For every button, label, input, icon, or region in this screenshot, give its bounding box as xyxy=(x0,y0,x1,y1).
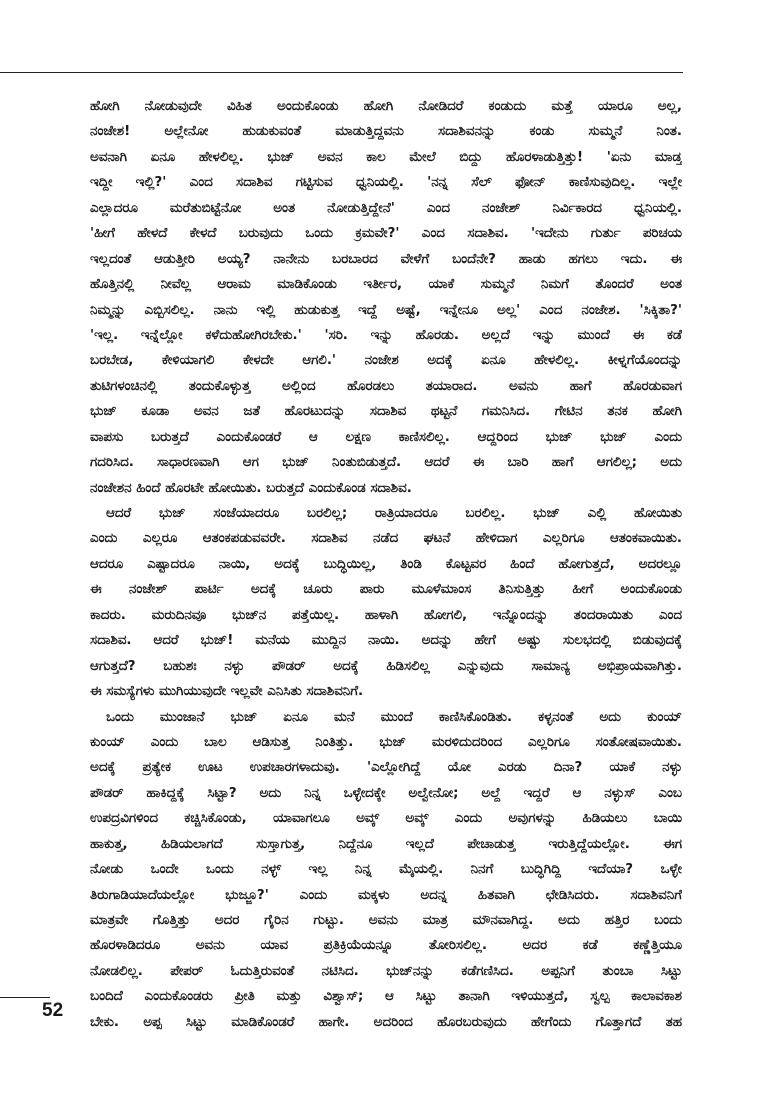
text-line: 'ಹೀಗೆ ಹೇಳದೆ ಕೇಳದೆ ಬರುವುದು ಒಂದು ಕ್ರಮವೇ?' ಎಂದ ಸದಾಶಿವ. 'ಇದೇನು ಗುರ್ತು ಪರಿಚಯ xyxy=(90,226,682,242)
text-line: ಅದಕ್ಕೆ ಪ್ರತ್ಯೇಕ ಊಟ ಉಪಚಾರಗಳಾದುವು. 'ಎಲ್ಲೋಗಿದ್ದೆ ಯೋ ಎರಡು ದಿನಾ? ಯಾಕೆ ನಳ್ಳು xyxy=(90,760,682,776)
page-number-rule xyxy=(0,997,50,998)
text-line: ಹೋಗಿ ನೋಡುವುದೇ ವಿಹಿತ ಅಂದುಕೊಂಡು ಹೋಗಿ ನೋಡಿದರೆ ಕಂಡುದು ಮತ್ತೆ ಯಾರೂ ಅಲ್ಲ, xyxy=(90,99,682,114)
text-line: ಬಂದಿದೆ ಎಂದುಕೊಂಡರು ಪ್ರೀತಿ ಮತ್ತು ವಿಶ್ವಾಸ್; ಆ ಸಿಟ್ಟು ತಾನಾಗಿ ಇಳಿಯುತ್ತದೆ, ಸ್ವಲ್ಪ ಕಾಲಾವಕಾಶ xyxy=(90,989,682,1005)
text-line: ವಾಪಸು ಬರುತ್ತದೆ ಎಂದುಕೊಂಡರೆ ಆ ಲಕ್ಷಣ ಕಾಣಿಸಲಿಲ್ಲ. ಆದ್ದರಿಂದ ಭುಜ್ ಭುಜ್ ಎಂದು xyxy=(90,429,682,445)
text-line: ಒಂದು ಮುಂಜಾನೆ ಭುಜ್ ಏನೂ ಮನೆ ಮುಂದೆ ಕಾಣಿಸಿಕೊಂಡಿತು. ಕಳ್ಳನಂತೆ ಅದು ಕುಂಯ್ xyxy=(106,709,682,725)
paragraph xyxy=(90,94,682,501)
text-line: ಆಗುತ್ತದೆ? ಬಹುಶಃ ನಳ್ಳು ಪೌಡರ್ ಅದಕ್ಕೆ ಹಿಡಿಸಲಿಲ್ಲ ಎನ್ನುವುದು ಸಾಮಾನ್ಯ ಅಭಿಪ್ರಾಯವಾಗಿತ್ತು. xyxy=(90,658,682,674)
text-line: ಆದರೆ ಭುಜ್ ಸಂಜೆಯಾದರೂ ಬರಲಿಲ್ಲ; ರಾತ್ರಿಯಾದರೂ ಬರಲಿಲ್ಲ. ಭುಜ್ ಎಲ್ಲಿ ಹೋಯಿತು xyxy=(106,506,682,521)
text-line: ಮಾತ್ರವೇ ಗೊತ್ತಿತ್ತು ಅದರ ಗೈರಿನ ಗುಟ್ಟು. ಅವನು ಮಾತ್ರ ಮೌನವಾಗಿದ್ದ. ಅದು ಹತ್ತಿರ ಬಂದು xyxy=(90,913,682,928)
text-line: ಭುಜ್ ಕೂಡಾ ಅವನ ಜತೆ ಹೊರಟುದನ್ನು ಸದಾಶಿವ ಥಟ್ಟನೆ ಗಮನಿಸಿದ. ಗೇಟಿನ ತನಕ ಹೋಗಿ xyxy=(90,404,682,420)
paragraph xyxy=(90,705,682,1036)
text-line: ಈ ನಂಜೇಶ್ ಪಾರ್ಟಿ ಅದಕ್ಕೆ ಚೂರು ಪಾರು ಮೂಳೆಮಾಂಸ ತಿನಿಸುತ್ತಿತ್ತು ಹೀಗೆ ಅಂದುಕೊಂಡು xyxy=(90,582,682,598)
text-line: ತುಟಿಗಳಂಚಿನಲ್ಲಿ ತಂದುಕೊಳ್ಳುತ್ತ ಅಲ್ಲಿಂದ ಹೊರಡಲು ತಯಾರಾದ. ಅವನು ಹಾಗೆ ಹೊರಡುವಾಗ xyxy=(90,378,682,394)
text-line: ಕಾದರು. ಮರುದಿನವೂ ಭುಜ್‌ನ ಪತ್ತೆಯಿಲ್ಲ. ಹಾಳಾಗಿ ಹೋಗಲಿ, ಇನ್ನೊಂದನ್ನು ತಂದರಾಯಿತು ಎಂದ xyxy=(90,607,682,623)
text-line: ನೋಡು ಒಂದೇ ಒಂದು ನಳ್ಳ್ ಇಲ್ಲ ನಿನ್ನ ಮೈಯಲ್ಲಿ. ನಿನಗೆ ಬುದ್ಧಿಗಿದ್ದಿ ಇದೆಯಾ? ಒಳ್ಳೇ xyxy=(90,862,682,878)
text-line: ಬೇಕು. ಅಪ್ಪ ಸಿಟ್ಟು ಮಾಡಿಕೊಂಡರೆ ಹಾಗೇ. ಅದರಿಂದ ಹೊರಬರುವುದು ಹೇಗೆಂದು ಗೊತ್ತಾಗದೆ ತಹ xyxy=(90,1014,682,1030)
text-line: ಆದರೂ ಎಷ್ಟಾದರೂ ನಾಯಿ, ಅದಕ್ಕೆ ಬುದ್ಧಿಯಿಲ್ಲ, ತಿಂಡಿ ಕೊಟ್ಟವರ ಹಿಂದೆ ಹೋಗುತ್ತದೆ, ಅದರಲ್ಲೂ xyxy=(90,556,682,572)
text-line: ನಿಮ್ಮನ್ನು ಎಬ್ಬಿಸಲಿಲ್ಲ. ನಾನು ಇಲ್ಲಿ ಹುಡುಕುತ್ತ ಇದ್ದೆ ಅಷ್ಟೆ, ಇನ್ನೇನೂ ಅಲ್ಲ' ಎಂದ ನಂಜೇಶ. 'ಸಿಕ್ಕಿತಾ?' xyxy=(90,302,682,318)
body-text xyxy=(90,94,682,1035)
text-line: ಅವನಾಗಿ ಏನೂ ಹೇಳಲಿಲ್ಲ. ಭುಜ್ ಅವನ ಕಾಲ ಮೇಲೆ ಬಿದ್ದು ಹೊರಳಾಡುತ್ತಿತ್ತು! 'ಏನು ಮಾಡ್ತ xyxy=(90,149,682,165)
text-line: ಹಾಕುತ್ತ, ಹಿಡಿಯಲಾಗದೆ ಸುಸ್ತಾಗುತ್ತ, ನಿದ್ದೆನೂ ಇಲ್ಲದೆ ಪೇಚಾಡುತ್ತ ಇರುತ್ತಿದ್ದೆಯಲ್ಲೋ. ಈಗ xyxy=(90,836,682,852)
text-line: ಹೊರಳಾಡಿದರೂ ಅವನು ಯಾವ ಪ್ರತಿಕ್ರಿಯೆಯನ್ನೂ ತೋರಿಸಲಿಲ್ಲ. ಅದರ ಕಡೆ ಕಣ್ಣೆತ್ತಿಯೂ xyxy=(90,938,682,954)
text-line: ನಂಜೇಶ! ಅಲ್ಲೇನೋ ಹುಡುಕುವಂತೆ ಮಾಡುತ್ತಿದ್ದವನು ಸದಾಶಿವನನ್ನು ಕಂಡು ಸುಮ್ಮನೆ ನಿಂತ. xyxy=(90,124,682,140)
text-line: ಕುಂಯ್ ಎಂದು ಬಾಲ ಆಡಿಸುತ್ತ ನಿಂತಿತ್ತು. ಭುಜ್ ಮರಳಿದುದರಿಂದ ಎಲ್ಲರಿಗೂ ಸಂತೋಷವಾಯಿತು. xyxy=(90,734,682,750)
text-line: ನಂಜೇಶನ ಹಿಂದೆ ಹೊರಟೇ ಹೋಯಿತು. ಬರುತ್ತದೆ ಎಂದುಕೊಂಡ ಸದಾಶಿವ. xyxy=(90,480,412,496)
page-number: 52 xyxy=(42,1000,64,1021)
text-line: ತಿರುಗಾಡಿಯಾದೆಯಲ್ಲೋ ಭುಜ್ಜೂ?' ಎಂದು ಮಕ್ಕಳು ಅದನ್ನ ಹಿತವಾಗಿ ಛೇಡಿಸಿದರು. ಸದಾಶಿವನಿಗೆ xyxy=(90,887,682,903)
text-line: ಇದ್ದೀ ಇಲ್ಲಿ?' ಎಂದ ಸದಾಶಿವ ಗಟ್ಟಿಸುವ ಧ್ವನಿಯಲ್ಲಿ. 'ನನ್ನ ಸೆಲ್ ಫೋನ್ ಕಾಣಿಸುವುದಿಲ್ಲ. ಇಲ್ಲೇ xyxy=(90,175,682,191)
text-line: ಪೌಡರ್ ಹಾಕಿದ್ದಕ್ಕೆ ಸಿಟ್ಟಾ? ಅದು ನಿನ್ನ ಒಳ್ಳೇದಕ್ಕೇ ಅಲ್ವೇನೋ; ಅಲ್ದೆ ಇದ್ದರೆ ಆ ನಳ್ಳುಸ್ ಎಂಬ xyxy=(90,785,682,801)
text-line: ಸದಾಶಿವ. ಆದರೆ ಭುಜ್! ಮನೆಯ ಮುದ್ದಿನ ನಾಯಿ. ಅದನ್ನು ಹೇಗೆ ಅಷ್ಟು ಸುಲಭದಲ್ಲಿ ಬಿಡುವುದಕ್ಕೆ xyxy=(90,633,682,649)
text-line: ಉಪದ್ರವಿಗಳಿಂದ ಕಚ್ಚಿಸಿಕೊಂಡು, ಯಾವಾಗಲೂ ಅವ್ಕ್ ಅವ್ಕ್ ಎಂದು ಅವುಗಳನ್ನು ಹಿಡಿಯಲು ಬಾಯಿ xyxy=(90,811,682,827)
top-rule xyxy=(0,72,683,73)
text-line: ಇಲ್ಲದಂತೆ ಆಡುತ್ತೀರಿ ಅಯ್ಯ? ನಾನೇನು ಬರಬಾರದ ವೇಳೆಗೆ ಬಂದೆನೇ? ಹಾಡು ಹಗಲು ಇದು. ಈ xyxy=(90,251,682,267)
text-line: ಹೊತ್ತಿನಲ್ಲಿ ನೀವೆಲ್ಲ ಆರಾಮ ಮಾಡಿಕೊಂಡು ಇರ್ತೀರ, ಯಾಕೆ ಸುಮ್ಮನೆ ನಿಮಗೆ ತೊಂದರೆ ಅಂತ xyxy=(90,277,682,293)
text-line: ಎಲ್ಲಾದರೂ ಮರೆತುಬಿಟ್ಟೆನೋ ಅಂತ ನೋಡುತ್ತಿದ್ದೇನೆ' ಎಂದ ನಂಜೇಶ್ ನಿರ್ವಿಕಾರದ ಧ್ವನಿಯಲ್ಲಿ. xyxy=(90,200,682,216)
text-line: ಈ ಸಮಸ್ಯೆಗಳು ಮುಗಿಯುವುದೇ ಇಲ್ಲವೇ ಎನಿಸಿತು ಸದಾಶಿವನಿಗೆ. xyxy=(90,684,364,700)
text-line: ಎಂದು ಎಲ್ಲರೂ ಆತಂಕಪಡುವವರೇ. ಸದಾಶಿವ ನಡೆದ ಘಟನೆ ಹೇಳಿದಾಗ ಎಲ್ಲರಿಗೂ ಆತಂಕವಾಯಿತು. xyxy=(90,531,682,547)
text-line: ಬರಬೇಡ, ಕೇಳಿಯಾಗಲಿ ಕೇಳದೇ ಆಗಲಿ.' ನಂಜೇಶ ಅದಕ್ಕೆ ಏನೂ ಹೇಳಲಿಲ್ಲ. ಕೀಳ್ನಗೆಯೊಂದನ್ನು xyxy=(90,353,682,369)
text-line: 'ಇಲ್ಲ. ಇನ್ನೆಲ್ಲೋ ಕಳೆದುಹೋಗಿರಬೇಕು.' 'ಸರಿ. ಇನ್ನು ಹೊರಡು. ಅಲ್ಲದೆ ಇನ್ನು ಮುಂದೆ ಈ ಕಡೆ xyxy=(90,327,682,343)
paragraph xyxy=(90,501,682,705)
text-line: ನೋಡಲಿಲ್ಲ. ಪೇಪರ್ ಓದುತ್ತಿರುವಂತೆ ನಟಿಸಿದ. ಭುಜ್‌ನನ್ನು ಕಡೆಗಣಿಸಿದ. ಅಪ್ಪನಿಗೆ ತುಂಬಾ ಸಿಟ್ಟು xyxy=(90,963,682,979)
text-line: ಗದರಿಸಿದ. ಸಾಧಾರಣವಾಗಿ ಆಗ ಭುಜ್ ನಿಂತುಬಿಡುತ್ತದೆ. ಆದರೆ ಈ ಬಾರಿ ಹಾಗೆ ಆಗಲಿಲ್ಲ; ಅದು xyxy=(90,455,682,471)
